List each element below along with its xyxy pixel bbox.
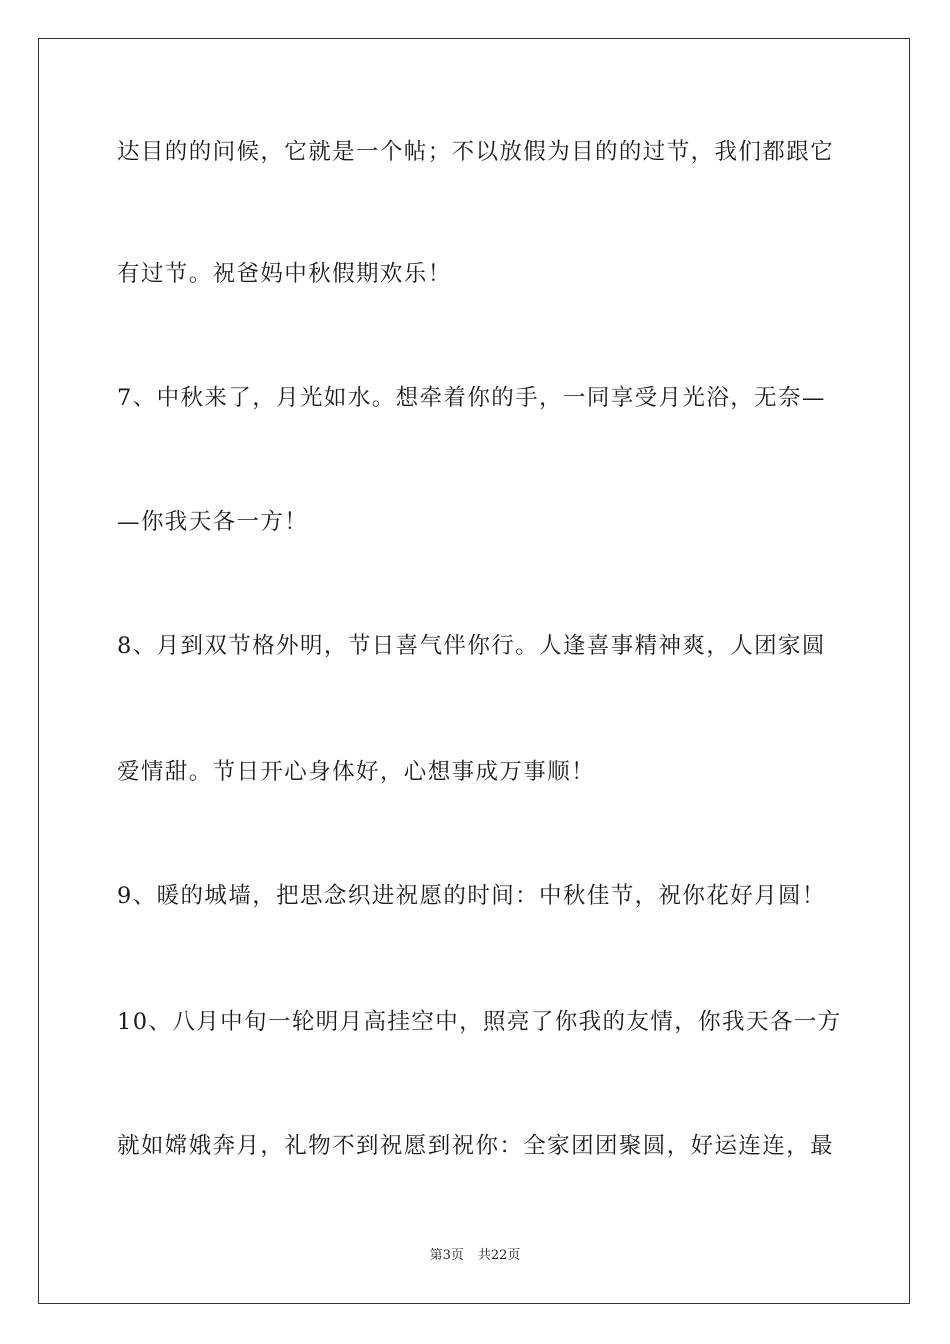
text-line-3: 7、中秋来了，月光如水。想牵着你的手，一同享受月光浴，无奈— <box>117 385 826 411</box>
text-line-7: 9、暖的城墙，把思念织进祝愿的时间：中秋佳节，祝你花好月圆！ <box>117 883 826 909</box>
page-footer <box>0 1247 950 1265</box>
text-line-8: 10、八月中旬一轮明月高挂空中，照亮了你我的友情，你我天各一方 <box>117 1009 842 1035</box>
text-line-6: 爱情甜。节日开心身体好，心想事成万事顺！ <box>117 759 596 785</box>
page-border <box>38 38 910 1304</box>
text-line-5: 8、月到双节格外明，节日喜气伴你行。人逢喜事精神爽，人团家圆 <box>117 633 826 659</box>
page-total: 共22页 <box>477 1248 521 1263</box>
text-line-4: —你我天各一方！ <box>117 509 309 535</box>
text-line-1: 达目的的问候，它就是一个帖；不以放假为目的的过节，我们都跟它 <box>117 139 835 165</box>
page-number: 第3页 <box>429 1248 464 1263</box>
text-line-9: 就如嫦娥奔月，礼物不到祝愿到祝你：全家团团聚圆，好运连连，最 <box>117 1133 835 1159</box>
text-line-2: 有过节。祝爸妈中秋假期欢乐！ <box>117 261 452 287</box>
